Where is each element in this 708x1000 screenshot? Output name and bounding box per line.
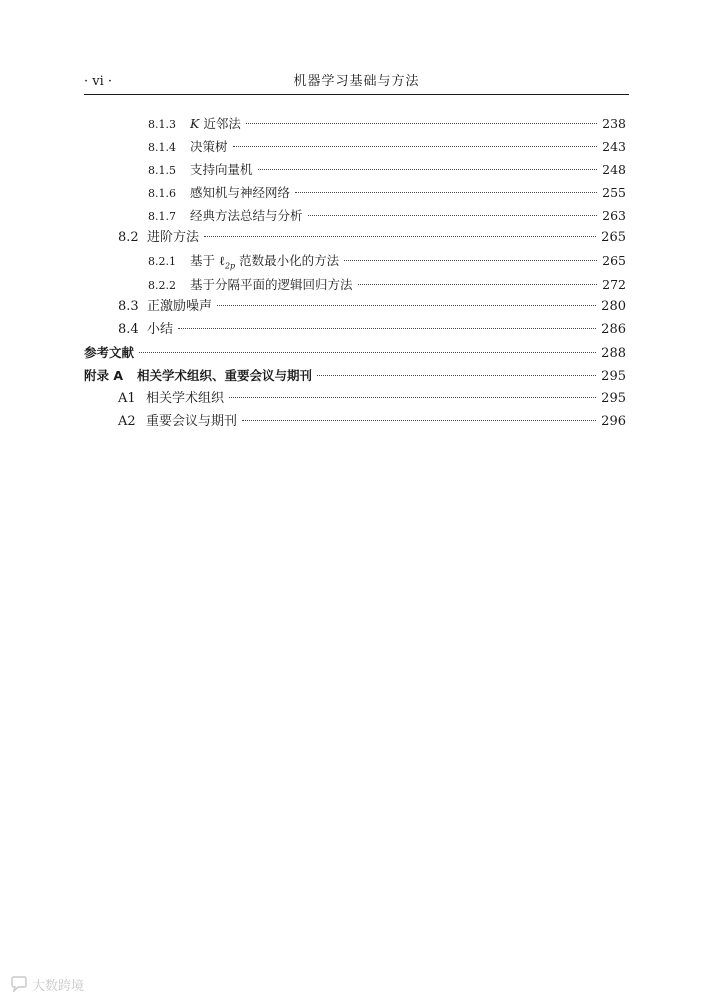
toc-entry-title: 正激励噪声 — [147, 299, 213, 314]
toc-entry-page: 272 — [602, 277, 626, 292]
toc-entry-number: 8.4 — [118, 322, 139, 337]
toc-entry-title: 进阶方法 — [147, 230, 200, 245]
toc-entry-title: 小结 — [147, 322, 174, 337]
dot-leader — [295, 192, 597, 193]
toc-entry-number: 8.1.4 — [148, 141, 176, 154]
toc-entry-page: 286 — [601, 322, 626, 337]
toc-entry-references[interactable] — [84, 343, 626, 363]
dot-leader — [358, 284, 597, 285]
toc-entry-number: 8.1.7 — [148, 210, 176, 223]
toc-entry-page: 295 — [601, 369, 626, 384]
toc-entry-page: 265 — [602, 253, 626, 268]
toc-entry-title: 基于分隔平面的逻辑回归方法 — [190, 277, 353, 292]
watermark — [10, 974, 84, 994]
toc-entry-title: 重要会议与期刊 — [146, 414, 238, 429]
toc-entry-number: 8.2.2 — [148, 279, 176, 292]
toc-entry-number: 8.3 — [118, 299, 139, 314]
running-header — [84, 72, 629, 95]
toc-entry-page: 243 — [602, 139, 626, 154]
toc-entry[interactable] — [148, 206, 626, 226]
toc-entry[interactable] — [118, 389, 626, 409]
dot-leader — [246, 123, 597, 124]
toc-entry-number: 8.1.3 — [148, 118, 176, 131]
page-number: · vi · — [84, 74, 113, 89]
toc-entry-page: 288 — [601, 346, 626, 361]
toc-entry-number: A2 — [118, 414, 136, 429]
toc-entry[interactable] — [148, 275, 626, 295]
toc-entry[interactable] — [118, 412, 626, 432]
toc-entry-page: 255 — [602, 185, 626, 200]
toc-entry-page: 296 — [601, 414, 626, 429]
dot-leader — [317, 375, 596, 376]
dot-leader — [308, 215, 597, 216]
toc-entry-page: 280 — [601, 299, 626, 314]
toc-entry-title: 经典方法总结与分析 — [190, 208, 303, 223]
chat-bubble-icon — [10, 976, 28, 992]
toc-entry-page: 263 — [602, 208, 626, 223]
toc-entry-title: K 近邻法 — [190, 116, 241, 131]
toc-entry[interactable] — [148, 251, 626, 271]
book-title: 机器学习基础与方法 — [293, 74, 420, 89]
toc-entry-number: A1 — [118, 391, 136, 406]
toc-entry-title: 相关学术组织 — [146, 391, 225, 406]
toc-entry-title: 支持向量机 — [190, 162, 253, 177]
toc-entry-number: 8.2.1 — [148, 255, 176, 268]
dot-leader — [258, 169, 597, 170]
toc-entry[interactable] — [148, 114, 626, 134]
toc-entry-page: 238 — [602, 116, 626, 131]
toc-entry-number: 8.1.6 — [148, 187, 176, 200]
toc-entry-title: 相关学术组织、重要会议与期刊 — [137, 368, 313, 383]
toc-entry[interactable] — [118, 320, 626, 340]
dot-leader — [139, 352, 596, 353]
toc-entry-number: 附录 A — [84, 368, 124, 383]
toc-entry-page: 265 — [601, 230, 626, 245]
dot-leader — [204, 236, 596, 237]
toc-entry-title: 基于 ℓ$_{2p}$ 范数最小化的方法 — [190, 253, 340, 271]
dot-leader — [242, 420, 596, 421]
toc-entry-number: 8.2 — [118, 230, 139, 245]
dot-leader — [233, 146, 597, 147]
toc-entry[interactable] — [148, 160, 626, 180]
toc-entry[interactable] — [148, 183, 626, 203]
toc-entry[interactable] — [118, 228, 626, 248]
watermark-text: 大数跨境 — [32, 978, 85, 994]
dot-leader — [178, 328, 596, 329]
toc-entry-title: 决策树 — [190, 139, 228, 154]
toc-entry-number: 8.1.5 — [148, 164, 176, 177]
toc-entry[interactable] — [148, 137, 626, 157]
toc-entry-title: 感知机与神经网络 — [190, 185, 291, 200]
dot-leader — [217, 305, 596, 306]
toc-entry[interactable] — [118, 297, 626, 317]
toc-entry-title: 参考文献 — [84, 345, 135, 360]
toc-entry-appendix[interactable] — [84, 366, 626, 386]
dot-leader — [229, 397, 596, 398]
dot-leader — [344, 260, 597, 261]
toc-entry-page: 295 — [601, 391, 626, 406]
toc-entry-page: 248 — [602, 162, 626, 177]
